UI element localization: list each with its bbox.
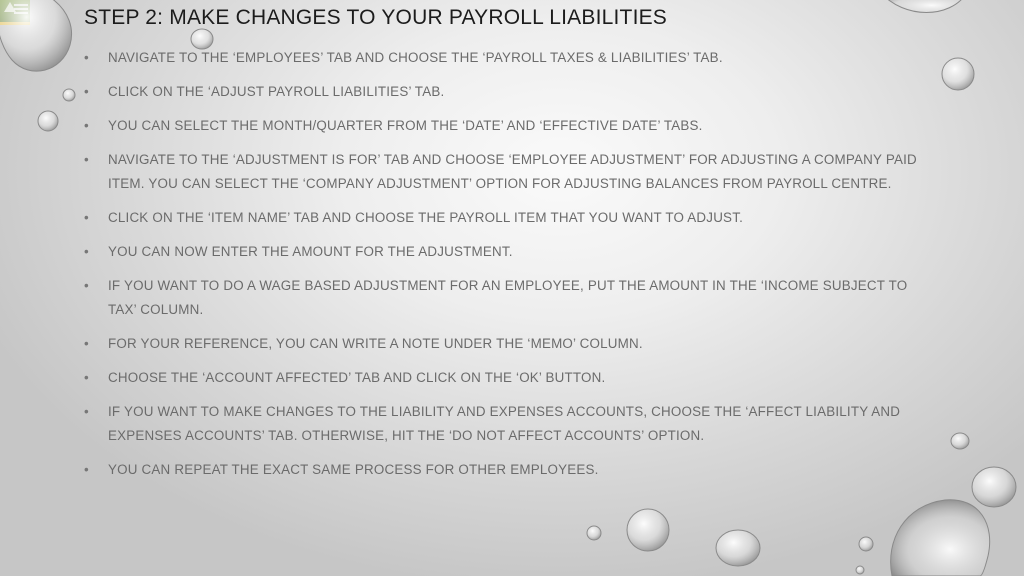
droplet-bottom-right-small-2 xyxy=(856,566,864,574)
droplet-left-1 xyxy=(63,89,75,101)
bullet-item: • NAVIGATE TO THE ‘ADJUSTMENT IS FOR’ TAB AND CHOOSE ‘EMPLOYEE ADJUSTMENT’ FOR ADJUSTING A COMPANY PAID ITEM. YOU CAN SELECT THE ‘COMPANY ADJUSTMENT’ OPTION FOR ADJUSTING BALANCES FROM PAYROLL CENTRE. xyxy=(84,148,924,196)
bullet-list xyxy=(84,46,924,482)
droplet-bottom-center-3 xyxy=(716,530,760,566)
bullet-item: • CHOOSE THE ‘ACCOUNT AFFECTED’ TAB AND CLICK ON THE ‘OK’ BUTTON. xyxy=(84,366,924,390)
droplet-right-upper xyxy=(942,58,974,90)
droplet-right-lower xyxy=(972,467,1016,507)
bullet-item: • YOU CAN NOW ENTER THE AMOUNT FOR THE ADJUSTMENT. xyxy=(84,240,924,264)
bullet-item: • YOU CAN SELECT THE MONTH/QUARTER FROM THE ‘DATE’ AND ‘EFFECTIVE DATE’ TABS. xyxy=(84,114,924,138)
bullet-item: • YOU CAN REPEAT THE EXACT SAME PROCESS FOR OTHER EMPLOYEES. xyxy=(84,458,924,482)
company-logo-icon xyxy=(0,0,30,25)
droplet-bottom-center-2 xyxy=(587,526,601,540)
slide-title: STEP 2: MAKE CHANGES TO YOUR PAYROLL LIABILITIES xyxy=(84,6,668,29)
droplet-bottom-right-large xyxy=(891,500,990,576)
bullet-item: • FOR YOUR REFERENCE, YOU CAN WRITE A NOTE UNDER THE ‘MEMO’ COLUMN. xyxy=(84,332,924,356)
droplet-right-mid xyxy=(951,433,969,449)
bullet-item: • CLICK ON THE ‘ITEM NAME’ TAB AND CHOOSE THE PAYROLL ITEM THAT YOU WANT TO ADJUST. xyxy=(84,206,924,230)
droplet-left-2 xyxy=(38,111,58,131)
bullet-item: • IF YOU WANT TO DO A WAGE BASED ADJUSTMENT FOR AN EMPLOYEE, PUT THE AMOUNT IN THE ‘INCOME SUBJECT TO TAX’ COLUMN. xyxy=(84,274,924,322)
bullet-item: • NAVIGATE TO THE ‘EMPLOYEES’ TAB AND CHOOSE THE ‘PAYROLL TAXES & LIABILITIES’ TAB. xyxy=(84,46,924,70)
logo-text-lines xyxy=(14,4,28,16)
droplet-top-right xyxy=(880,0,966,13)
droplet-bottom-center-1 xyxy=(627,509,669,551)
bullet-item: • CLICK ON THE ‘ADJUST PAYROLL LIABILITIES’ TAB. xyxy=(84,80,924,104)
bullet-item: • IF YOU WANT TO MAKE CHANGES TO THE LIABILITY AND EXPENSES ACCOUNTS, CHOOSE THE ‘AFFECT LIABILITY AND EXPENSES ACCOUNTS’ TAB. OTHERWISE, HIT THE ‘DO NOT AFFECT ACCOUNTS’ OPTION. xyxy=(84,400,924,448)
droplet-bottom-right-small-1 xyxy=(859,537,873,551)
